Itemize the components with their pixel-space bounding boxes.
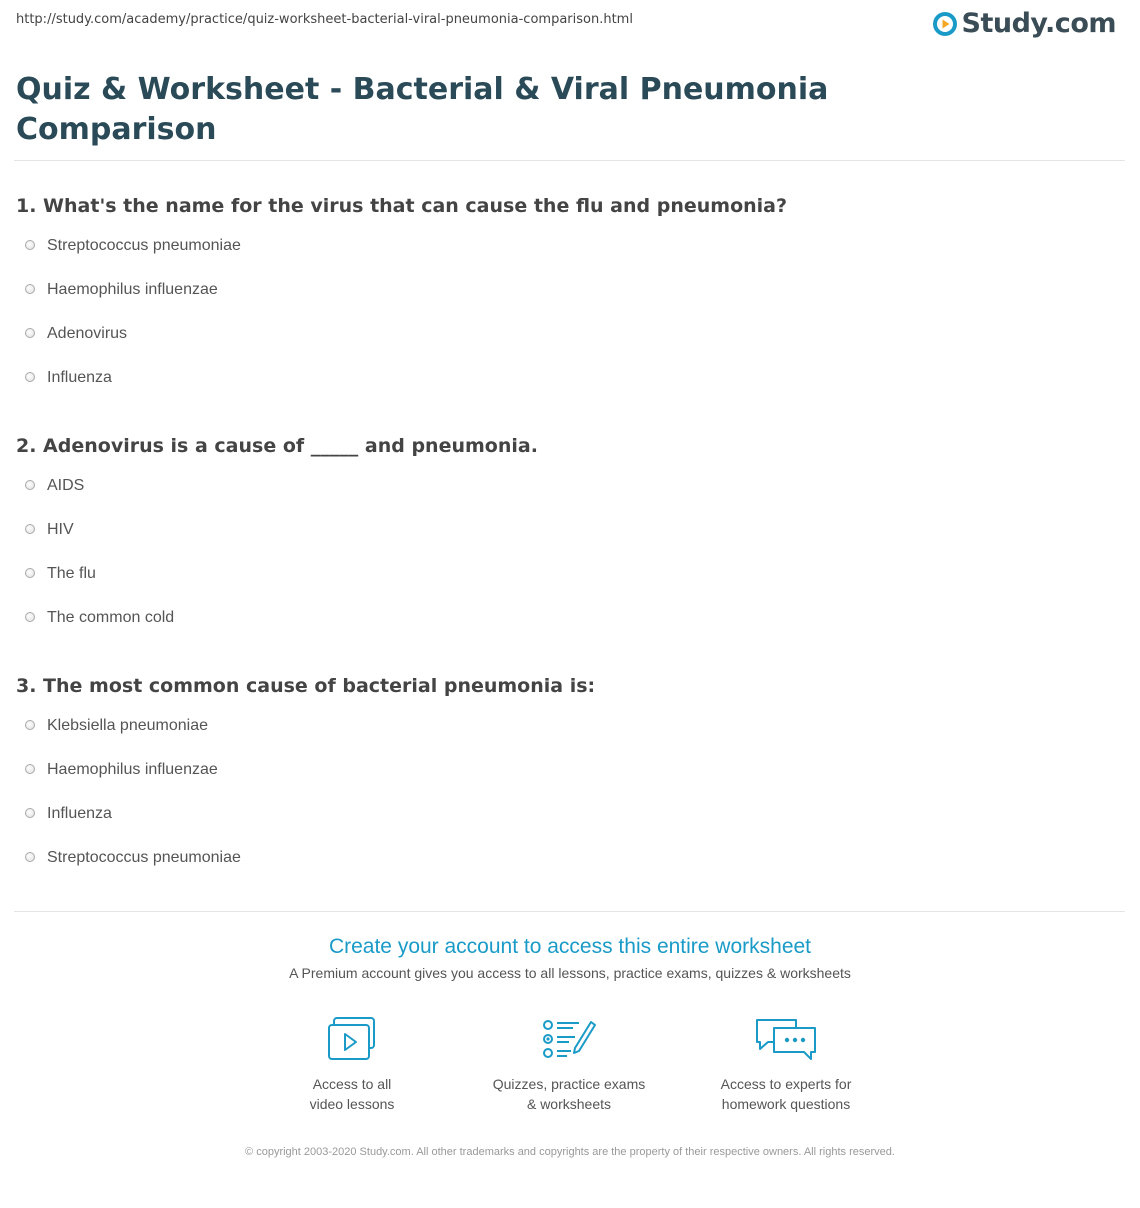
feature-quizzes [469, 1016, 669, 1114]
feature-label-line: Quizzes, practice exams [492, 1076, 646, 1092]
option-label: AIDS [47, 477, 85, 494]
answer-option[interactable] [16, 848, 1116, 892]
option-label: Streptococcus pneumoniae [47, 237, 241, 254]
cta-subtitle: A Premium account gives you access to all lessons, practice exams, quizzes & worksheets [289, 965, 851, 981]
radio-button[interactable] [25, 240, 35, 250]
feature-experts [686, 1016, 886, 1114]
radio-button[interactable] [25, 372, 35, 382]
study-logo[interactable] [932, 8, 1116, 39]
answer-option[interactable] [16, 324, 1116, 368]
answer-option[interactable] [16, 476, 1116, 520]
radio-button[interactable] [25, 568, 35, 578]
feature-label-line: video lessons [309, 1096, 395, 1112]
chat-bubbles-icon [754, 1016, 818, 1062]
create-account-link[interactable]: Create your account to access this entire worksheet [328, 935, 812, 958]
answer-option[interactable] [16, 368, 1116, 412]
top-bar [0, 0, 1140, 60]
answer-option[interactable] [16, 608, 1116, 652]
radio-button[interactable] [25, 284, 35, 294]
feature-label [469, 1074, 669, 1114]
radio-button[interactable] [25, 764, 35, 774]
option-label: Influenza [47, 369, 112, 386]
feature-label [686, 1074, 886, 1114]
play-logo-icon [932, 11, 958, 37]
page-url: http://study.com/academy/practice/quiz-worksheet-bacterial-viral-pneumonia-comparison.html [16, 12, 633, 27]
quiz-list-icon [541, 1016, 597, 1062]
option-label: The common cold [47, 609, 175, 626]
radio-button[interactable] [25, 480, 35, 490]
question-text: 3. The most common cause of bacterial pneumonia is: [16, 675, 596, 697]
option-label: The flu [47, 565, 96, 582]
logo-text: Study.com [961, 8, 1116, 39]
radio-button[interactable] [25, 524, 35, 534]
video-lessons-icon [326, 1016, 378, 1062]
question-text: 2. Adenovirus is a cause of _____ and pneumonia. [16, 435, 538, 457]
feature-video-lessons [252, 1016, 452, 1114]
radio-button[interactable] [25, 612, 35, 622]
feature-label-line: homework questions [721, 1096, 851, 1112]
feature-label-line: Access to all [312, 1076, 392, 1092]
radio-button[interactable] [25, 328, 35, 338]
question-2 [16, 434, 1116, 652]
answer-option[interactable] [16, 520, 1116, 564]
radio-button[interactable] [25, 720, 35, 730]
answer-option[interactable] [16, 236, 1116, 280]
answer-option[interactable] [16, 760, 1116, 804]
answer-option[interactable] [16, 716, 1116, 760]
option-label: Haemophilus influenzae [47, 761, 218, 778]
question-text: 1. What's the name for the virus that can cause the flu and pneumonia? [16, 195, 788, 217]
divider [14, 160, 1125, 161]
feature-label-line: & worksheets [526, 1096, 612, 1112]
option-label: Adenovirus [47, 325, 128, 342]
option-label: Streptococcus pneumoniae [47, 849, 241, 866]
divider [14, 911, 1125, 912]
option-label: Haemophilus influenzae [47, 281, 218, 298]
premium-cta [0, 933, 1140, 981]
option-label: HIV [47, 521, 74, 538]
feature-label-line: Access to experts for [720, 1076, 852, 1092]
option-label: Influenza [47, 805, 112, 822]
radio-button[interactable] [25, 808, 35, 818]
question-3 [16, 674, 1116, 892]
page-title: Quiz & Worksheet - Bacterial & Viral Pneumonia Comparison [16, 72, 829, 147]
answer-option[interactable] [16, 564, 1116, 608]
copyright-text: © copyright 2003-2020 Study.com. All other trademarks and copyrights are the property of their respective owners. All rights reserved. [245, 1146, 895, 1158]
radio-button[interactable] [25, 852, 35, 862]
answer-option[interactable] [16, 804, 1116, 848]
answer-option[interactable] [16, 280, 1116, 324]
question-1 [16, 194, 1116, 412]
option-label: Klebsiella pneumoniae [47, 717, 208, 734]
feature-label [252, 1074, 452, 1114]
